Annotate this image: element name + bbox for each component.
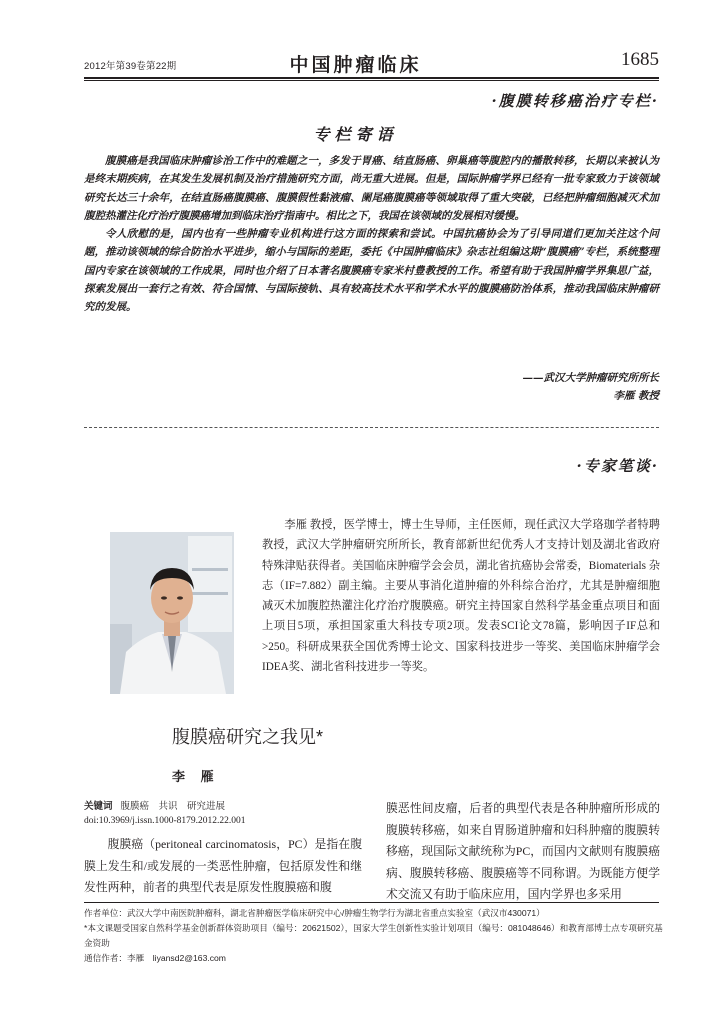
keywords-label: 关键词	[84, 801, 113, 812]
header-rule	[84, 77, 659, 79]
footnote-affiliation: 作者单位：武汉大学中南医院肿瘤科，湖北省肿瘤医学临床研究中心/肿瘤生物学行为湖北省重点实验室（武汉市430071）	[84, 908, 545, 918]
column-title: ·腹膜转移癌治疗专栏·	[491, 92, 659, 110]
foreword-paragraph: 令人欣慰的是，国内也有一些肿瘤专业机构进行这方面的探索和尝试。中国抗癌协会为了引导同道们更加关注这个问题，推动该领域的综合防治水平进步，缩小与国际的差距，委托《中国肿瘤临床》杂志社组编这期“腹膜癌”专栏，系统整理国内专家在该领域的工作成果，同时也介绍了日本著名腹膜癌专家米村豊教授的工作。希望有助于我国肿瘤学界集思广益，探索发展出一套行之有效、符合国情、与国际接轨、具有较高技术水平和学术水平的腹膜癌防治体系，推动我国临床肿瘤研究的发展。	[84, 228, 659, 314]
body-paragraph: 腹膜癌（peritoneal carcinomatosis，PC）是指在腹膜上发生和/或发展的一类恶性肿瘤，包括原发性和继发性两种，前者的典型代表是原发性腹膜癌和腹	[84, 837, 362, 894]
footnote-rule	[84, 902, 659, 903]
footnote-funding: *本文课题受国家自然科学基金创新群体资助项目（编号：20621502），国家大学生创新性实验计划项目（编号：081048646）和教育部博士点专项研究基金资助	[84, 923, 663, 948]
foreword-body	[84, 152, 659, 317]
journal-title: 中国肿瘤临床	[289, 54, 422, 76]
portrait-illustration	[110, 532, 234, 694]
signature-name: 李雁 教授	[613, 390, 659, 402]
keywords-line	[84, 798, 225, 812]
expert-column-title: ·专家笔谈·	[576, 457, 659, 475]
bio-paragraph: 李雁 教授，医学博士，博士生导师，主任医师，现任武汉大学珞珈学者特聘教授，武汉大学肿瘤研究所所长，教育部新世纪优秀人才支持计划及湖北省政府特殊津贴获得者。美国临床肿瘤学会会员，湖北省抗癌协会常委，Biomaterials 杂志（IF=7.882）副主编。主要从事消化道肿瘤的外科综合治疗，尤其是肿瘤细胞减灭术加腹腔热灌注化疗治疗腹膜癌。研究主持国家自然科学基金重点项目和面上项目5项，承担国家重大科技专项2项。发表SCI论文78篇，影响因子IF总和>250。科研成果获全国优秀博士论文、国家科技进步一等奖、美国临床肿瘤学会IDEA奖、湖北省科技进步一等奖。	[262, 519, 660, 674]
footnote-correspondence: 通信作者：李雁 liyansd2@163.com	[84, 953, 226, 963]
author-portrait	[110, 532, 234, 694]
foreword-title: 专栏寄语	[313, 125, 398, 144]
signature-affiliation: ——武汉大学肿瘤研究所所长	[522, 372, 659, 384]
article-author: 李 雁	[172, 769, 220, 784]
article-body-left	[84, 834, 362, 899]
article-title: 腹膜癌研究之我见*	[172, 727, 324, 747]
section-divider	[84, 427, 659, 428]
foreword-paragraph: 腹膜癌是我国临床肿瘤诊治工作中的难题之一，多发于胃癌、结直肠癌、卵巢癌等腹腔内的播散转移，长期以来被认为是终末期疾病，在其发生发展机制及治疗措施研究方面，尚无重大进展。但是，国际肿瘤学界已经有一批专家致力于该领域研究长达三十余年，在结直肠癌腹膜癌、腹膜假性黏液瘤、阑尾癌腹膜癌等领域取得了重大突破，已经把肿瘤细胞减灭术加腹腔热灌注化疗治疗腹膜癌增加到临床治疗指南中。相比之下，我国在该领域的发展相对缓慢。	[84, 155, 659, 222]
header-rule-thin	[84, 80, 659, 81]
doi: doi:10.3969/j.issn.1000-8179.2012.22.001	[84, 816, 246, 826]
article-body-right	[386, 798, 660, 906]
keywords-value: 腹膜癌 共识 研究进展	[120, 801, 226, 812]
page-number: 1685	[621, 49, 659, 70]
issue-info: 2012年第39卷第22期	[84, 61, 177, 72]
body-paragraph: 膜恶性间皮瘤，后者的典型代表是各种肿瘤所形成的腹膜转移癌，如来自胃肠道肿瘤和妇科肿瘤的腹膜转移癌，现国际文献统称为PC，而国内文献则有腹膜癌病、腹膜转移癌、腹膜癌等不同称谓。为既能方便学术交流又有助于临床应用，国内学界也多采用	[386, 801, 660, 901]
author-biography	[262, 515, 660, 677]
